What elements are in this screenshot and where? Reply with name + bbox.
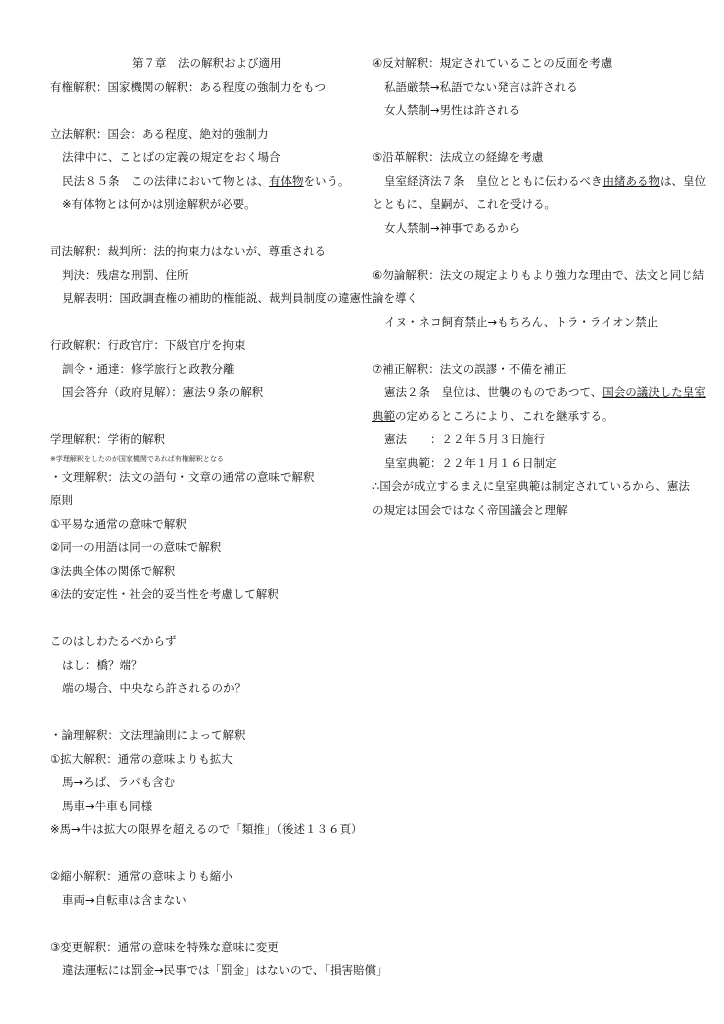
bunri-kaishaku-heading: ・文理解釈：法文の語句・文章の通常の意味で解釈 [50,469,315,484]
hashi-line: はし：橋？端？ [62,657,143,672]
underlined-term: 有体物 [269,173,304,188]
ronri-kaishaku-heading: ・論理解釈：文法理論則によって解釈 [50,728,246,742]
rippou-note: ※有体物とは何かは別途解釈が必要。 [62,197,256,211]
shukushou-kaishaku-heading: ②縮小解釈：通常の意味よりも縮小 [50,869,233,883]
kenpou-2-line-cont: 典範の定めるところにより、これを継承する。 [372,408,614,423]
gakuri-note: ※学理解釈をしたのが国家機関であれば有権解釈となる [50,454,224,463]
shihou-kaishaku-heading: 司法解釈：裁判所：法的拘束力はないが、尊重される [50,244,326,258]
hosei-conclusion: の規定は国会ではなく帝国議会と理解 [372,502,568,517]
rippou-kaishaku-heading: 立法解釈：国会：ある程度、絶対的強制力 [50,126,269,141]
gensoku-item: ①平易な通常の意味で解釈 [50,516,187,531]
hashi-heading: このはしわたるべからず [50,634,177,648]
gyousei-line: 訓令・通達：修学旅行と政教分離 [62,361,235,376]
mochiron-line: イヌ・ネコ飼育禁止→もちろん、トラ・ライオン禁止 [384,314,659,329]
kakudai-line: 馬車→牛車も同様 [62,798,153,813]
koushitsu-keizaihou-line: 皇室経済法７条 皇位とともに伝わるべき由緒ある物は、皇位 [384,173,706,188]
shukushou-line: 車両→自転車は含まない [62,892,187,907]
hantai-line: 私語厳禁→私語でない発言は許される [384,79,578,94]
underlined-term: 典範 [372,408,395,423]
hosei-kaishaku-heading: ⑦補正解釈：法文の誤謬・不備を補正 [372,361,567,376]
yuken-kaishaku: 有権解釈：国家機関の解釈：ある程度の強制力をもつ [50,79,326,94]
shihou-line: 見解表明：国政調査権の補助的権能説、裁判員制度の違憲性 [62,291,373,305]
henkou-kaishaku-heading: ③変更解釈：通常の意味を特殊な意味に変更 [50,939,279,954]
gyousei-line: 国会答弁（政府見解）：憲法９条の解釈 [62,385,264,399]
right-column [372,52,706,522]
enkaku-line: とともに、皇嗣が、これを受ける。 [372,197,556,211]
gyousei-kaishaku-heading: 行政解釈：行政官庁：下級官庁を拘束 [50,338,246,352]
rippou-line: 法律中に、ことばの定義の規定をおく場合 [62,150,281,164]
gensoku-item: ③法典全体の関係で解釈 [50,563,176,578]
kakudai-note: ※馬→牛は拡大の限界を超えるので「類推」（後述１３６頁） [50,822,363,836]
gensoku-item: ④法的安定性・社会的妥当性を考慮して解釈 [50,587,279,601]
kenpou-date: 憲法 ：２２年５月３日施行 [384,432,545,446]
tenpan-date: 皇室典範：２２年１月１６日制定 [384,455,557,470]
mochiron-kaishaku-heading: ⑥勿論解釈：法文の規定よりもより強力な理由で、法文と同じ結 [372,267,705,282]
enkaku-line: 女人禁制→神事であるから [384,220,521,235]
kenpou-2-line: 憲法２条 皇位は、世襲のものであつて、国会の議決した皇室 [384,385,706,399]
hantai-line: 女人禁制→男性は許される [384,103,521,117]
mochiron-heading-cont: 論を導く [372,291,418,305]
hashi-line: 端の場合、中央なら許されるのか？ [62,681,246,695]
underlined-term: 国会の議決した皇室 [602,385,706,399]
hosei-conclusion: ∴国会が成立するまえに皇室典範は制定されているから、憲法 [372,479,690,493]
gensoku-item: ②同一の用語は同一の意味で解釈 [50,540,222,554]
hantai-kaishaku-heading: ④反対解釈：規定されていることの反面を考慮 [372,56,613,70]
shihou-line: 判決：残虐な刑罰、住所 [62,267,189,282]
kakudai-kaishaku-heading: ①拡大解釈：通常の意味よりも拡大 [50,751,233,766]
enkaku-kaishaku-heading: ⑤沿革解釈：法成立の経緯を考慮 [372,150,544,164]
kakudai-line: 馬→ろば、ラバも含む [62,775,176,789]
underlined-term: 由緒ある物 [602,173,660,188]
minpou-85-line: 民法８５条 この法律において物とは、有体物をいう。 [62,173,350,188]
chapter-title: 第７章 法の解釈および適用 [132,56,282,70]
henkou-line: 違法運転には罰金→民事では「罰金」はないので、「損害賠償」 [62,963,388,977]
gakuri-kaishaku-heading: 学理解釈：学術的解釈 [50,432,165,446]
gensoku-label: 原則 [50,493,73,507]
